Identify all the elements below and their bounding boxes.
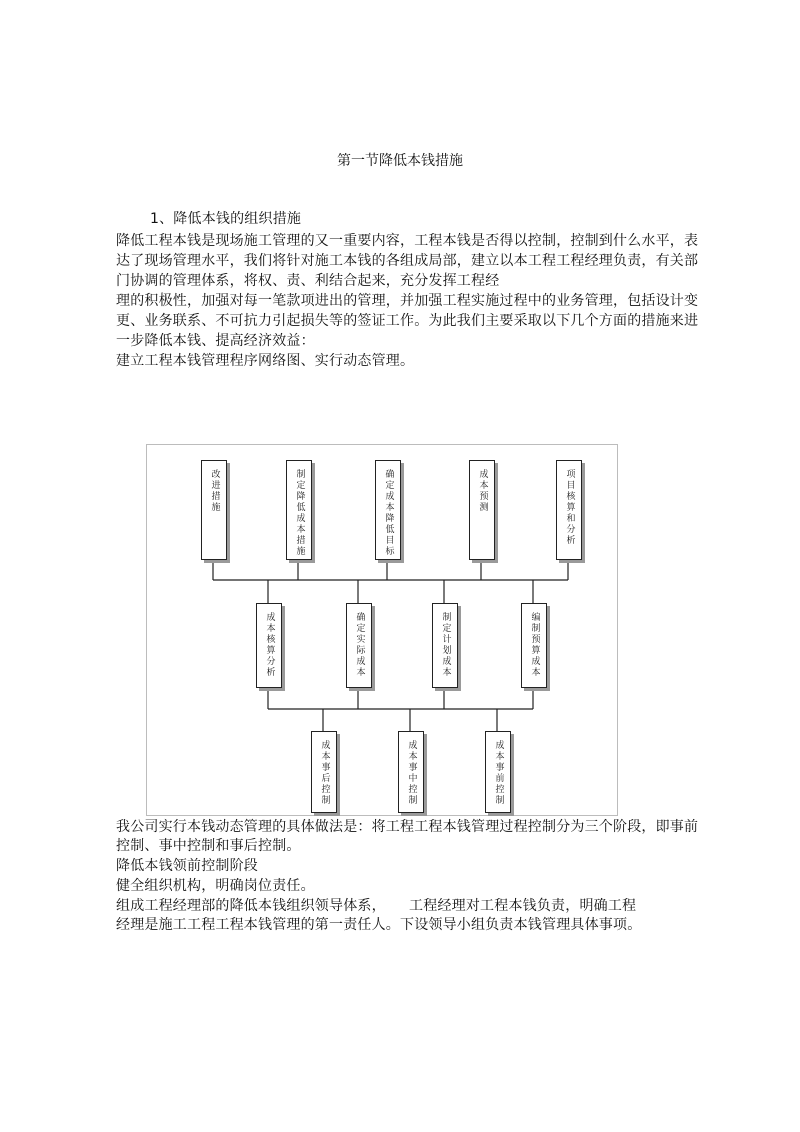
paragraph-line: 组成工程经理部的降低本钱组织领导体系， 工程经理对工程本钱负责，明确工程: [116, 898, 637, 914]
node-cost-reduction-measures: 制定降低成本措施: [286, 460, 312, 560]
page-title: 第一节降低本钱措施: [337, 153, 463, 169]
node-in-process-cost-control: 成本事中控制: [398, 731, 424, 813]
node-project-accounting-analysis: 项目核算和分析: [556, 460, 582, 560]
cost-management-network-diagram: [146, 444, 618, 816]
paragraph-line: 更、业务联系、不可抗力引起损失等的签证工作。为此我们主要采取以下几个方面的措施来进: [116, 313, 699, 329]
paragraph-line: 经理是施工工程工程本钱管理的第一责任人。下设领导小组负责本钱管理具体事项。: [116, 917, 642, 933]
node-cost-reduction-target: 确定成本降低目标: [375, 460, 401, 560]
paragraph-line: 健全组织机构，明确岗位责任。: [116, 878, 315, 894]
paragraph-line: 达了现场管理水平，我们将针对施工本钱的各组成局部，建立以本工程工程经理负责，有关部: [116, 253, 699, 269]
paragraph-line: 1、降低本钱的组织措施: [150, 211, 302, 227]
paragraph-line: 理的积极性，加强对每一笔款项进出的管理，并加强工程实施过程中的业务管理，包括设计变: [116, 293, 699, 309]
paragraph-line: 我公司实行本钱动态管理的具体做法是：将工程工程本钱管理过程控制分为三个阶段，即事前: [116, 819, 699, 835]
node-post-cost-control: 成本事后控制: [311, 731, 337, 813]
node-improvement-measures: 改进措施: [201, 460, 227, 560]
node-cost-forecast: 成本预测: [469, 460, 495, 560]
node-planned-cost: 制定计划成本: [432, 603, 458, 688]
node-cost-accounting-analysis: 成本核算分析: [256, 603, 282, 688]
paragraph-line: 门协调的管理体系，将权、责、利结合起来，充分发挥工程经: [116, 273, 500, 289]
node-pre-cost-control: 成本事前控制: [485, 731, 511, 813]
node-budget-cost: 编制预算成本: [521, 603, 547, 688]
paragraph-line: 建立工程本钱管理程序网络图、实行动态管理。: [116, 353, 415, 369]
paragraph-line: 控制、事中控制和事后控制。: [116, 838, 301, 854]
paragraph-line: 降低工程本钱是现场施工管理的又一重要内容，工程本钱是否得以控制，控制到什么水平，表: [116, 233, 699, 249]
paragraph-line: 一步降低本钱、提高经济效益：: [116, 333, 315, 349]
paragraph-line: 降低本钱领前控制阶段: [116, 858, 258, 874]
node-actual-cost: 确定实际成本: [346, 603, 372, 688]
